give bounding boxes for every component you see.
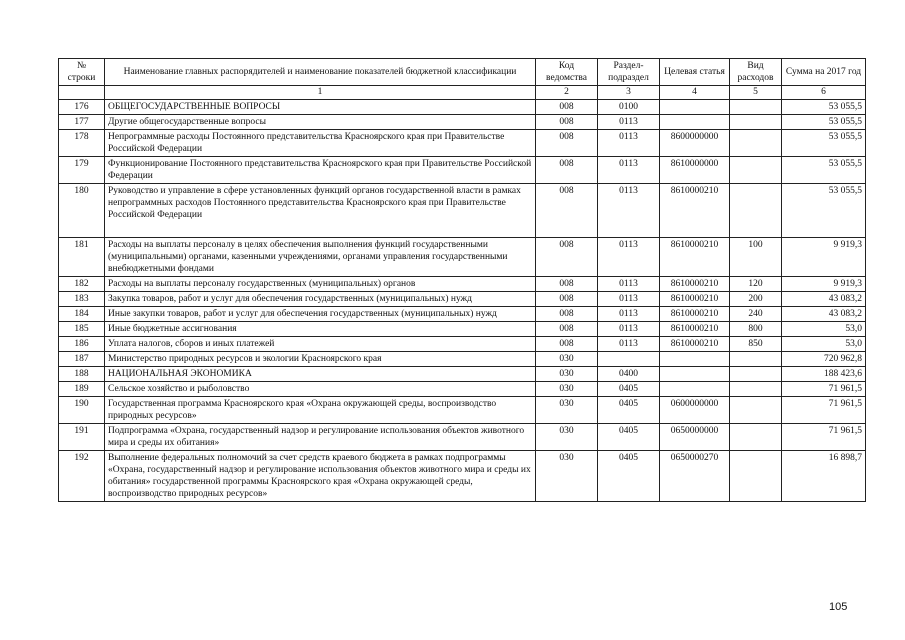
row-name-cell: Функционирование Постоянного представительства Красноярского края при Правительстве Российской Федерации (105, 157, 536, 184)
row-name-cell: Другие общегосударственные вопросы (105, 115, 536, 130)
section-cell: 0405 (598, 424, 660, 451)
row-name-cell: Расходы на выплаты персоналу государственных (муниципальных) органов (105, 277, 536, 292)
amount-cell: 71 961,5 (782, 397, 866, 424)
expense-type-cell (730, 424, 782, 451)
row-number-cell: 188 (59, 367, 105, 382)
row-name-cell: Выполнение федеральных полномочий за счет средств краевого бюджета в рамках подпрограммы «Охрана, государственный надзор и регулирование использования объектов животного мира и среды их обитания» государственной программы Красноярского края «Охрана окружающей среды, воспроизводство природных ресурсов» (105, 451, 536, 502)
table-row (59, 451, 866, 502)
row-number-cell: 185 (59, 322, 105, 337)
target-cell: 8610000210 (660, 277, 730, 292)
row-number-cell: 178 (59, 130, 105, 157)
colnum-cell: 1 (105, 86, 536, 100)
section-cell: 0100 (598, 100, 660, 115)
table-row (59, 100, 866, 115)
expense-type-cell: 200 (730, 292, 782, 307)
target-cell (660, 115, 730, 130)
header-target: Целевая статья (660, 59, 730, 86)
table-row (59, 115, 866, 130)
row-number-cell: 181 (59, 238, 105, 277)
section-cell: 0113 (598, 337, 660, 352)
dept-code-cell: 008 (536, 238, 598, 277)
section-cell: 0113 (598, 322, 660, 337)
dept-code-cell: 030 (536, 352, 598, 367)
dept-code-cell: 008 (536, 337, 598, 352)
dept-code-cell: 030 (536, 367, 598, 382)
amount-cell: 53 055,5 (782, 157, 866, 184)
row-name-cell: Расходы на выплаты персоналу в целях обеспечения выполнения функций государственными (муниципальными) органами, казенными учреждениями, органами управления государственными внебюджетными фондами (105, 238, 536, 277)
expense-type-cell (730, 130, 782, 157)
section-cell: 0405 (598, 382, 660, 397)
row-number-cell: 176 (59, 100, 105, 115)
expense-type-cell: 850 (730, 337, 782, 352)
amount-cell: 53 055,5 (782, 100, 866, 115)
row-name-cell: Министерство природных ресурсов и экологии Красноярского края (105, 352, 536, 367)
dept-code-cell: 008 (536, 277, 598, 292)
row-number-cell: 191 (59, 424, 105, 451)
dept-code-cell: 030 (536, 451, 598, 502)
row-name-cell: Государственная программа Красноярского края «Охрана окружающей среды, воспроизводство природных ресурсов» (105, 397, 536, 424)
expense-type-cell: 240 (730, 307, 782, 322)
row-number-cell: 189 (59, 382, 105, 397)
section-cell: 0113 (598, 238, 660, 277)
row-name-cell: Непрограммные расходы Постоянного представительства Красноярского края при Правительстве Российской Федерации (105, 130, 536, 157)
section-cell: 0405 (598, 451, 660, 502)
dept-code-cell: 008 (536, 157, 598, 184)
amount-cell: 53 055,5 (782, 115, 866, 130)
dept-code-cell: 008 (536, 130, 598, 157)
table-row (59, 157, 866, 184)
row-name-cell: Сельское хозяйство и рыболовство (105, 382, 536, 397)
column-number-row (59, 86, 866, 100)
target-cell: 8610000210 (660, 307, 730, 322)
amount-cell: 9 919,3 (782, 238, 866, 277)
dept-code-cell: 030 (536, 424, 598, 451)
colnum-cell (59, 86, 105, 100)
row-number-cell: 179 (59, 157, 105, 184)
table-row (59, 307, 866, 322)
row-name-cell: Иные закупки товаров, работ и услуг для обеспечения государственных (муниципальных) нужд (105, 307, 536, 322)
expense-type-cell (730, 352, 782, 367)
amount-cell: 71 961,5 (782, 424, 866, 451)
table-row (59, 292, 866, 307)
row-name-cell: Подпрограмма «Охрана, государственный надзор и регулирование использования объектов животного мира и среды их обитания» (105, 424, 536, 451)
target-cell: 8610000210 (660, 322, 730, 337)
table-row (59, 337, 866, 352)
row-name-cell: Уплата налогов, сборов и иных платежей (105, 337, 536, 352)
target-cell: 8610000210 (660, 238, 730, 277)
budget-table (58, 58, 866, 502)
row-number-cell: 190 (59, 397, 105, 424)
amount-cell: 720 962,8 (782, 352, 866, 367)
row-number-cell: 192 (59, 451, 105, 502)
expense-type-cell (730, 451, 782, 502)
header-section: Раздел-подраздел (598, 59, 660, 86)
row-name-cell: Закупка товаров, работ и услуг для обеспечения государственных (муниципальных) нужд (105, 292, 536, 307)
amount-cell: 53 055,5 (782, 184, 866, 238)
row-number-cell: 182 (59, 277, 105, 292)
table-header-row (59, 59, 866, 86)
section-cell: 0400 (598, 367, 660, 382)
row-number-cell: 187 (59, 352, 105, 367)
expense-type-cell: 120 (730, 277, 782, 292)
target-cell (660, 382, 730, 397)
header-amount: Сумма на 2017 год (782, 59, 866, 86)
row-name-cell: НАЦИОНАЛЬНАЯ ЭКОНОМИКА (105, 367, 536, 382)
section-cell: 0113 (598, 307, 660, 322)
expense-type-cell (730, 367, 782, 382)
expense-type-cell (730, 397, 782, 424)
table-row (59, 277, 866, 292)
colnum-cell: 5 (730, 86, 782, 100)
target-cell: 0650000000 (660, 424, 730, 451)
table-row (59, 130, 866, 157)
table-body (59, 100, 866, 502)
section-cell: 0405 (598, 397, 660, 424)
amount-cell: 9 919,3 (782, 277, 866, 292)
section-cell: 0113 (598, 130, 660, 157)
target-cell: 8610000210 (660, 184, 730, 238)
dept-code-cell: 008 (536, 100, 598, 115)
table-row (59, 352, 866, 367)
expense-type-cell (730, 382, 782, 397)
amount-cell: 71 961,5 (782, 382, 866, 397)
row-name-cell: ОБЩЕГОСУДАРСТВЕННЫЕ ВОПРОСЫ (105, 100, 536, 115)
table-row (59, 184, 866, 238)
row-number-cell: 180 (59, 184, 105, 238)
target-cell (660, 100, 730, 115)
section-cell: 0113 (598, 184, 660, 238)
table-row (59, 397, 866, 424)
target-cell (660, 367, 730, 382)
dept-code-cell: 030 (536, 397, 598, 424)
header-expense-type: Вид расходов (730, 59, 782, 86)
row-name-cell: Иные бюджетные ассигнования (105, 322, 536, 337)
table-row (59, 367, 866, 382)
table-row (59, 238, 866, 277)
section-cell: 0113 (598, 277, 660, 292)
dept-code-cell: 008 (536, 184, 598, 238)
dept-code-cell: 030 (536, 382, 598, 397)
dept-code-cell: 008 (536, 307, 598, 322)
target-cell: 0600000000 (660, 397, 730, 424)
target-cell (660, 352, 730, 367)
row-name-cell: Руководство и управление в сфере установленных функций органов государственной власти в рамках непрограммных расходов Постоянного представительства Красноярского края при Правительстве Российской Федерации (105, 184, 536, 238)
row-number-cell: 183 (59, 292, 105, 307)
header-row-no: № строки (59, 59, 105, 86)
section-cell: 0113 (598, 157, 660, 184)
amount-cell: 16 898,7 (782, 451, 866, 502)
row-number-cell: 186 (59, 337, 105, 352)
amount-cell: 53,0 (782, 337, 866, 352)
expense-type-cell (730, 100, 782, 115)
section-cell: 0113 (598, 115, 660, 130)
amount-cell: 53 055,5 (782, 130, 866, 157)
page-number: 105 (829, 601, 848, 613)
header-name: Наименование главных распорядителей и наименование показателей бюджетной классификации (105, 59, 536, 86)
target-cell: 8610000000 (660, 157, 730, 184)
expense-type-cell: 800 (730, 322, 782, 337)
table-row (59, 322, 866, 337)
section-cell: 0113 (598, 292, 660, 307)
colnum-cell: 6 (782, 86, 866, 100)
target-cell: 8600000000 (660, 130, 730, 157)
table-row (59, 382, 866, 397)
amount-cell: 43 083,2 (782, 307, 866, 322)
expense-type-cell: 100 (730, 238, 782, 277)
colnum-cell: 2 (536, 86, 598, 100)
colnum-cell: 4 (660, 86, 730, 100)
dept-code-cell: 008 (536, 292, 598, 307)
target-cell: 8610000210 (660, 337, 730, 352)
amount-cell: 53,0 (782, 322, 866, 337)
row-number-cell: 177 (59, 115, 105, 130)
expense-type-cell (730, 184, 782, 238)
expense-type-cell (730, 157, 782, 184)
table-row (59, 424, 866, 451)
section-cell (598, 352, 660, 367)
expense-type-cell (730, 115, 782, 130)
dept-code-cell: 008 (536, 322, 598, 337)
row-number-cell: 184 (59, 307, 105, 322)
amount-cell: 188 423,6 (782, 367, 866, 382)
amount-cell: 43 083,2 (782, 292, 866, 307)
target-cell: 0650000270 (660, 451, 730, 502)
colnum-cell: 3 (598, 86, 660, 100)
dept-code-cell: 008 (536, 115, 598, 130)
target-cell: 8610000210 (660, 292, 730, 307)
header-dept-code: Код ведомства (536, 59, 598, 86)
